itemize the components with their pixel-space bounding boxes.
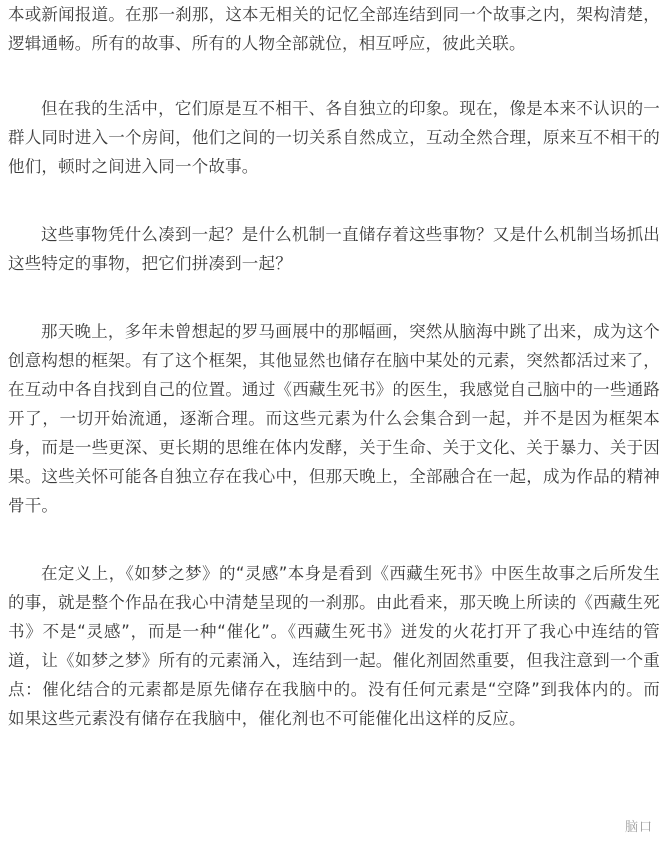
paragraph-2: 但在我的生活中，它们原是互不相干、各自独立的印象。现在，像是本来不认识的一群人同时进入一个房间，他们之间的一切关系自然成立，互动全然合理，原来互不相干的他们，顿时之间进入同一个故事。 [8, 99, 660, 176]
article-body [8, 0, 660, 733]
paragraph-spacer [8, 58, 660, 94]
paragraph-3: 这些事物凭什么凑到一起？是什么机制一直储存着这些事物？又是什么机制当场抓出这些特定的事物，把它们拼凑到一起？ [8, 225, 660, 273]
paragraph-1: 本或新闻报道。在那一刹那，这本无相关的记忆全部连结到同一个故事之内，架构清楚，逻辑通畅。所有的故事、所有的人物全部就位，相互呼应，彼此关联。 [8, 5, 660, 53]
paragraph-spacer [8, 520, 660, 559]
paragraph-5: 在定义上，《如梦之梦》的“灵感”本身是看到《西藏生死书》中医生故事之后所发生的事，就是整个作品在我心中清楚呈现的一刹那。由此看来，那天晚上所读的《西藏生死书》不是“灵感”，而是一种“催化”。《西藏生死书》迸发的火花打开了我心中连结的管道，让《如梦之梦》所有的元素涌入，连结到一起。催化剂固然重要，但我注意到一个重点：催化结合的元素都是原先储存在我脑中的。没有任何元素是“空降”到我体内的。而如果这些元素没有储存在我脑中，催化剂也不可能催化出这样的反应。 [8, 564, 660, 728]
paragraph-4: 那天晚上，多年未曾想起的罗马画展中的那幅画，突然从脑海中跳了出来，成为这个创意构想的框架。有了这个框架，其他显然也储存在脑中某处的元素，突然都活过来了，在互动中各自找到自己的位置。通过《西藏生死书》的医生，我感觉自己脑中的一些通路开了，一切开始流通，逐渐合理。而这些元素为什么会集合到一起，并不是因为框架本身，而是一些更深、更长期的思维在体内发酵，关于生命、关于文化、关于暴力、关于因果。这些关怀可能各自独立存在我心中，但那天晚上，全部融合在一起，成为作品的精神骨干。 [8, 322, 660, 515]
paragraph-spacer [8, 181, 660, 220]
watermark: 脑口 [624, 820, 653, 835]
paragraph-spacer [8, 278, 660, 317]
